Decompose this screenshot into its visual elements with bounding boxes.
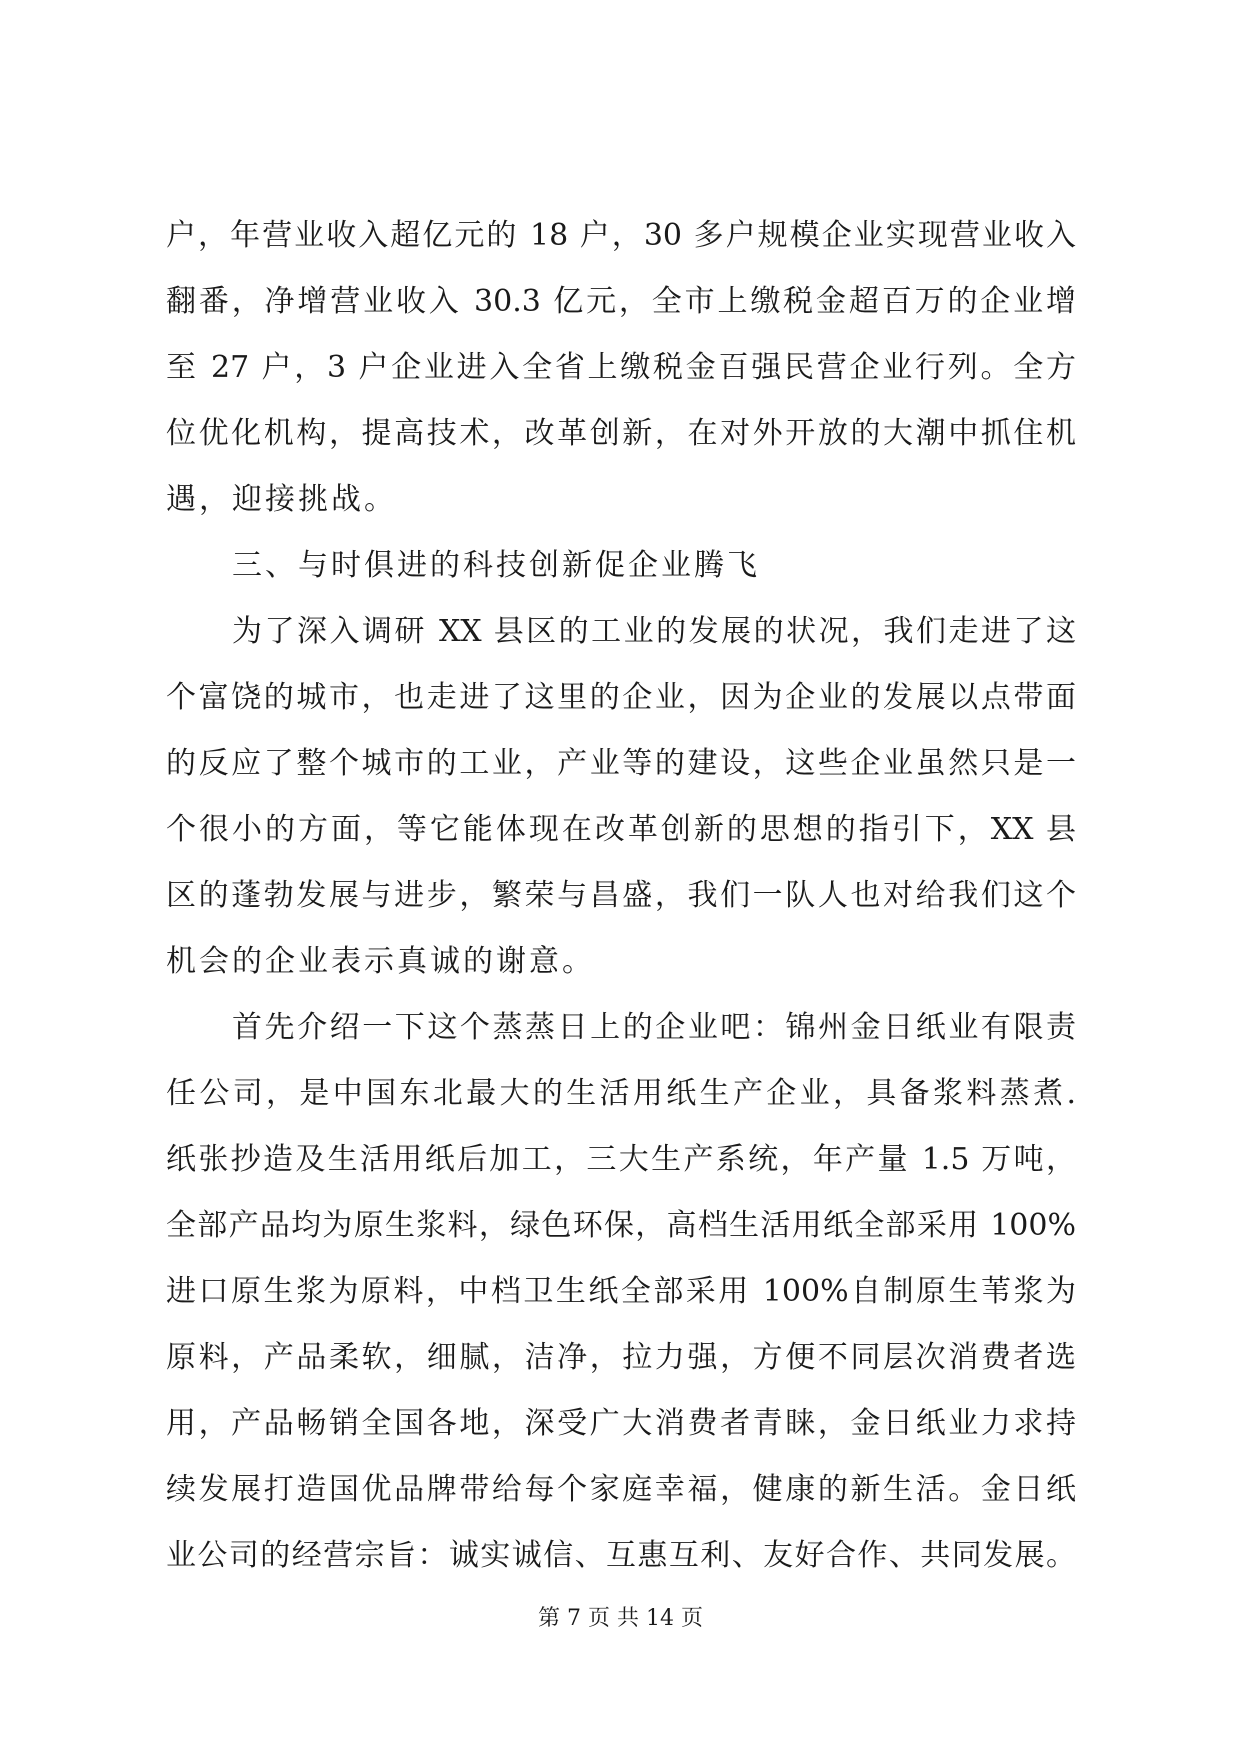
paragraph-line: 业公司的经营宗旨：诚实诚信、互惠互利、友好合作、共同发展。: [166, 1538, 1076, 1573]
paragraph-line: 遇，迎接挑战。: [166, 482, 397, 517]
paragraph-line: 区的蓬勃发展与进步，繁荣与昌盛，我们一队人也对给我们这个: [166, 878, 1076, 913]
paragraph-line: 续发展打造国优品牌带给每个家庭幸福，健康的新生活。金日纸: [166, 1472, 1076, 1507]
paragraph-line: 首先介绍一下这个蒸蒸日上的企业吧：锦州金日纸业有限责: [232, 1010, 1076, 1045]
paragraph-line: 个很小的方面，等它能体现在改革创新的思想的指引下，XX 县: [166, 812, 1076, 847]
paragraph-line: 为了深入调研 XX 县区的工业的发展的状况，我们走进了这: [232, 614, 1076, 649]
paragraph-line: 翻番，净增营业收入 30.3 亿元，全市上缴税金超百万的企业增: [166, 284, 1076, 319]
paragraph-line: 位优化机构，提高技术，改革创新，在对外开放的大潮中抓住机: [166, 416, 1076, 451]
paragraph-line: 机会的企业表示真诚的谢意。: [166, 944, 595, 979]
section-heading: 三、与时俱进的科技创新促企业腾飞: [232, 548, 760, 583]
paragraph-line: 纸张抄造及生活用纸后加工，三大生产系统，年产量 1.5 万吨，: [166, 1142, 1076, 1177]
paragraph-line: 原料，产品柔软，细腻，洁净，拉力强，方便不同层次消费者选: [166, 1340, 1076, 1375]
paragraph-line: 个富饶的城市，也走进了这里的企业，因为企业的发展以点带面: [166, 680, 1076, 715]
paragraph-line: 至 27 户，3 户企业进入全省上缴税金百强民营企业行列。全方: [166, 350, 1076, 385]
page-number-footer: 第 7 页 共 14 页: [538, 1606, 703, 1631]
paragraph-line: 的反应了整个城市的工业，产业等的建设，这些企业虽然只是一: [166, 746, 1076, 781]
paragraph-line: 户，年营业收入超亿元的 18 户，30 多户规模企业实现营业收入: [166, 218, 1076, 253]
paragraph-line: 任公司，是中国东北最大的生活用纸生产企业，具备浆料蒸煮.: [166, 1076, 1076, 1111]
paragraph-line: 全部产品均为原生浆料，绿色环保，高档生活用纸全部采用 100%: [166, 1208, 1076, 1243]
paragraph-line: 进口原生浆为原料，中档卫生纸全部采用 100%自制原生苇浆为: [166, 1274, 1076, 1309]
paragraph-line: 用，产品畅销全国各地，深受广大消费者青睐，金日纸业力求持: [166, 1406, 1076, 1441]
